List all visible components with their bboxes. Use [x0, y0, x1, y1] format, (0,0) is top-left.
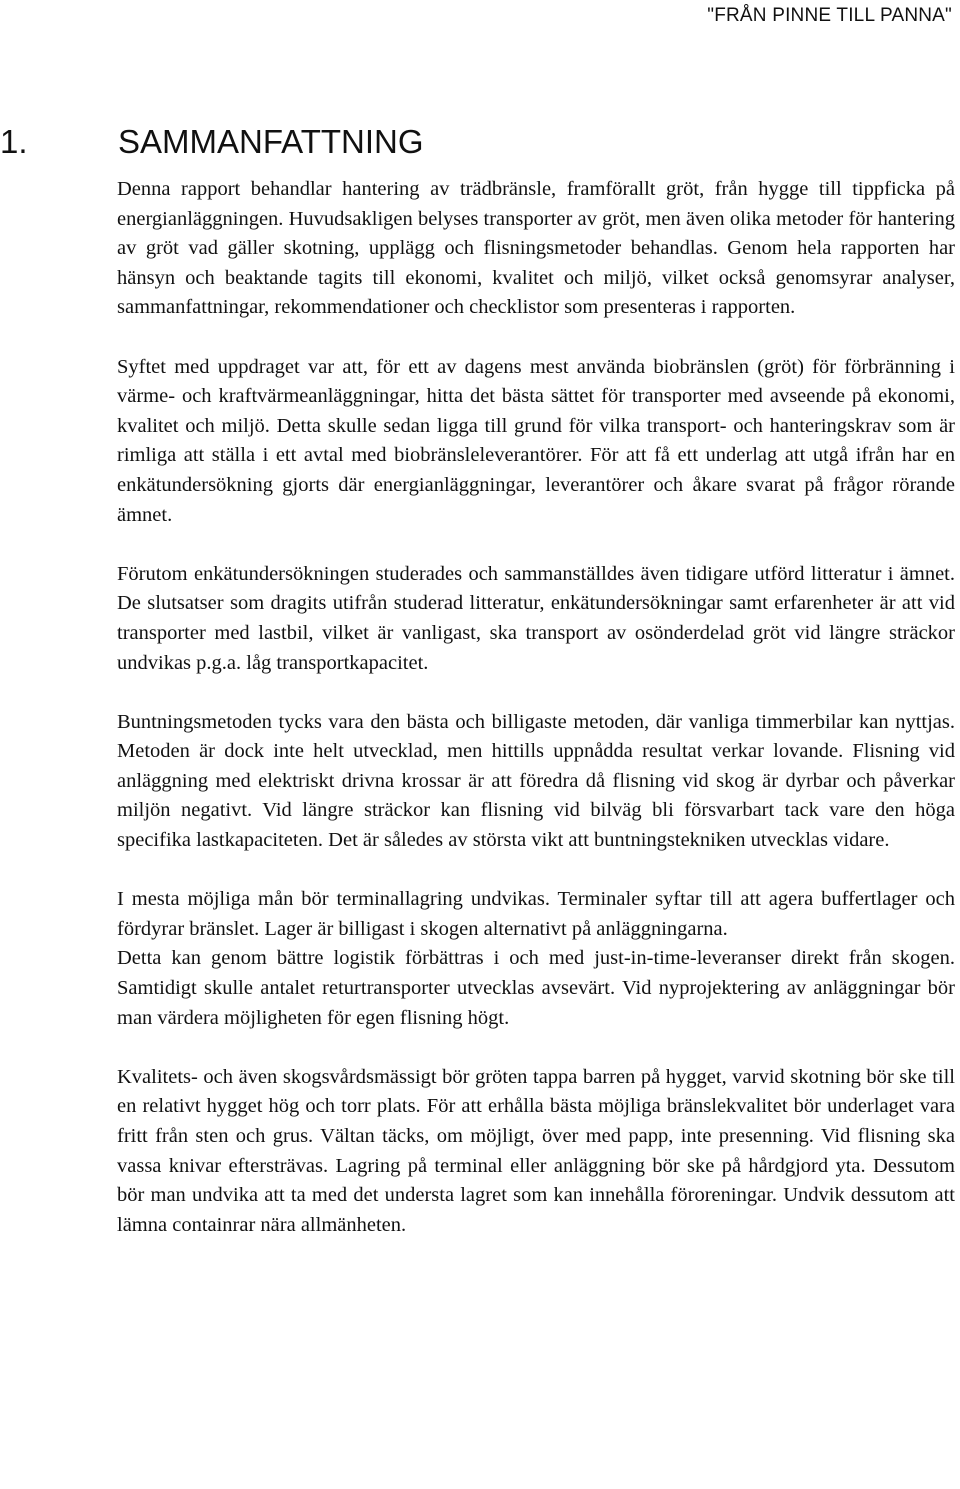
section-title: SAMMANFATTNING: [118, 123, 424, 160]
paragraph-2: Syftet med uppdraget var att, för ett av dagens mest använda biobränslen (gröt) för förbränning i värme- och kraftvärmeanläggningar, hitta det bästa sättet för transporter med avseende på ekonomi, kvalitet och miljö. Detta skulle sedan ligga till grund för vilka transport- och hanteringskrav som är rimliga att ställa i ett avtal med biobränsleleverantörer. För att få ett underlag att utgå ifrån har en enkätundersökning gjorts där energianläggningar, leverantörer och åkare svarat på frågor rörande ämnet.: [117, 355, 955, 526]
paragraph-4: Buntningsmetoden tycks vara den bästa och billigaste metoden, där vanliga timmerbilar kan nyttjas. Metoden är dock inte helt utvecklad, men hittills uppnådda resultat verkar lovande. Flisning vid anläggning med elektriskt drivna krossar är att föredra då flisning vid skog är dyrbar och påverkar miljön negativt. Vid längre sträckor kan flisning vid bilväg bli försvarbart tack vare den höga specifika lastkapaciteten. Det är således av största vikt att buntningstekniken utvecklas vidare.: [117, 710, 955, 852]
paragraph-3: Förutom enkätundersökningen studerades och sammanställdes även tidigare utförd litteratur i ämnet. De slutsatser som dragits utifrån studerad litteratur, enkätundersökningar samt erfarenheter är att vid transporter med lastbil, vilket är vanligast, ska transport av osönderdelad gröt vid längre sträckor undvikas p.g.a. låg transportkapacitet.: [117, 562, 955, 674]
paragraph-7: Kvalitets- och även skogsvårdsmässigt bör gröten tappa barren på hygget, varvid skotning bör ske till en relativt hygget hög och torr plats. För att erhålla bästa möjliga bränslekvalitet bör underlaget vara fritt från sten och grus. Vältan täcks, om möjligt, över med papp, inte presenning. Vid flisning ska vassa knivar eftersträvas. Lagring på terminal eller anläggning bör ske på hårdgjord yta. Dessutom bör man undvika att ta med det understa lagret som kan innehålla föroreningar. Undvik dessutom att lämna containrar nära allmänheten.: [117, 1065, 955, 1236]
paragraph-5: I mesta möjliga mån bör terminallagring undvikas. Terminaler syftar till att agera buffertlager och fördyrar bränslet. Lager är billigast i skogen alternativt på anläggningarna.: [117, 888, 955, 940]
paragraph-1: Denna rapport behandlar hantering av trädbränsle, framförallt gröt, från hygge till tippficka på energianläggningen. Huvudsakligen belyses transporter av gröt, men även olika metoder för hantering av gröt vad gäller skotning, upplägg och flisningsmetoder behandlas. Genom hela rapporten har hänsyn och beaktande tagits till ekonomi, kvalitet och miljö, vilket också genomsyrar analyser, sammanfattningar, rekommendationer och checklistor som presenteras i rapporten.: [117, 178, 955, 319]
section-heading: [0, 120, 424, 164]
paragraph-6: Detta kan genom bättre logistik förbättras i och med just-in-time-leveranser direkt från skogen. Samtidigt skulle antalet returtransporter utvecklas avsevärt. Vid nyprojektering av anläggningar bör man värdera möjligheten för egen flisning högt.: [117, 947, 955, 1029]
section-number: 1.: [0, 123, 28, 160]
summary-body: [117, 175, 955, 1240]
running-header: "FRÅN PINNE TILL PANNA": [707, 5, 952, 26]
